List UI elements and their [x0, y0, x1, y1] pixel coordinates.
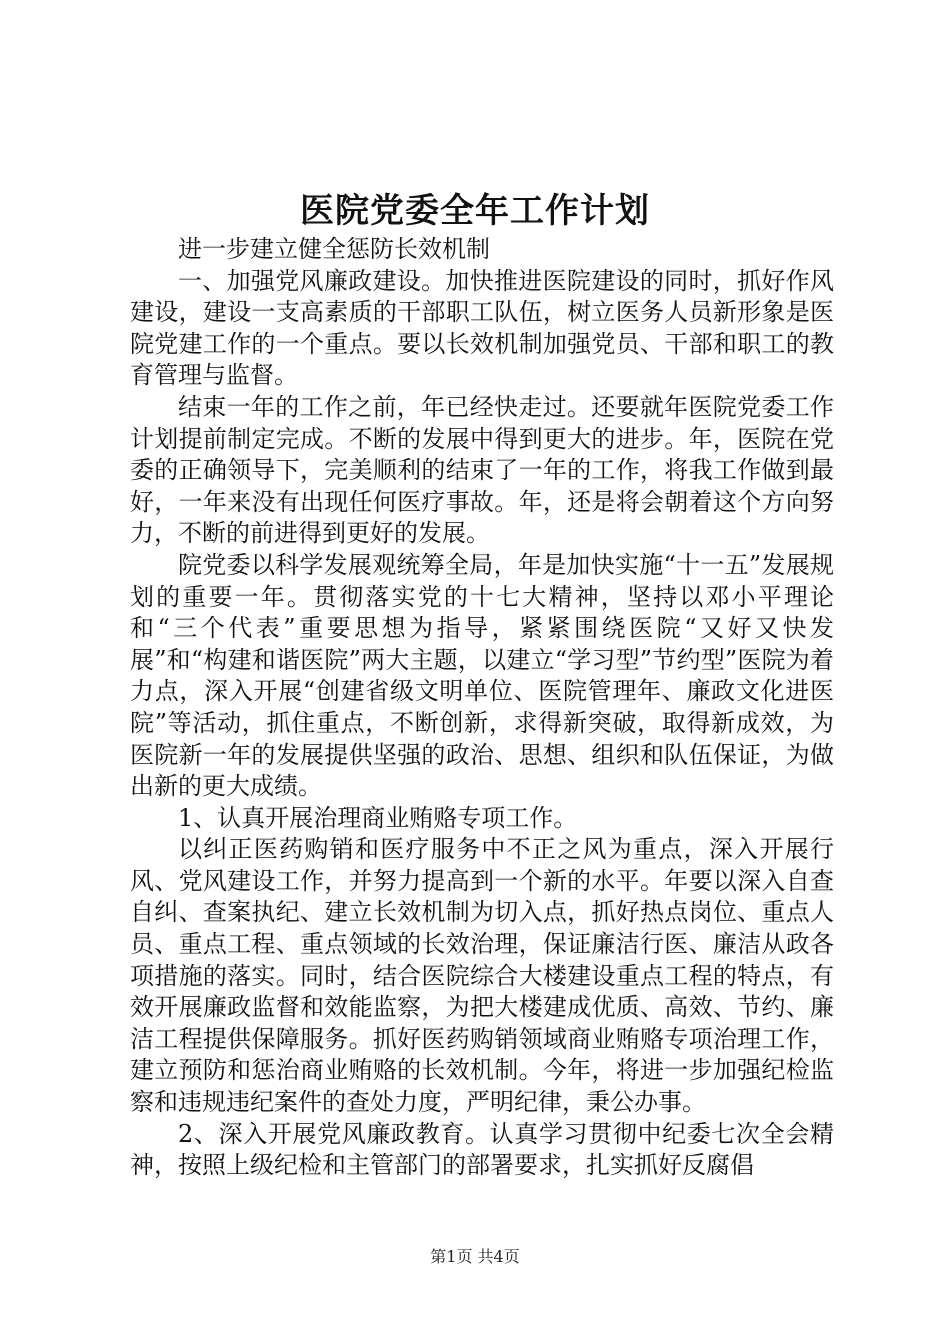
document-title: 医院党委全年工作计划: [300, 191, 650, 231]
document-body: [130, 234, 834, 1182]
paragraph-year-review: 结束一年的工作之前，年已经快走过。还要就年医院党委工作计划提前制定完成。不断的发展中得到更大的进步。年，医院在党委的正确领导下，完美顺利的结束了一年的工作，将我工作做到最好，一年来没有出现任何医疗事故。年，还是将会朝着这个方向努力，不断的前进得到更好的发展。: [130, 392, 834, 548]
page-footer: 第1页 共4页: [430, 1247, 520, 1266]
paragraph-item-one-body: 以纠正医药购销和医疗服务中不正之风为重点，深入开展行风、党风建设工作，并努力提高到一个新的水平。年要以深入自查自纠、查案执纪、建立长效机制为切入点，抓好热点岗位、重点人员、重点工程、重点领域的长效治理，保证廉洁行医、廉洁从政各项措施的落实。同时，结合医院综合大楼建设重点工程的特点，有效开展廉政监督和效能监察，为把大楼建成优质、高效、节约、廉洁工程提供保障服务。抓好医药购销领域商业贿赂专项治理工作，建立预防和惩治商业贿赂的长效机制。今年，将进一步加强纪检监察和违规违纪案件的查处力度，严明纪律，秉公办事。: [130, 835, 834, 1117]
paragraph-overall-plan: 院党委以科学发展观统筹全局，年是加快实施“十一五”发展规划的重要一年。贯彻落实党的十七大精神，坚持以邓小平理论和“三个代表”重要思想为指导，紧紧围绕医院“又好又快发展”和“构建和谐医院”两大主题，以建立“学习型”节约型”医院为着力点，深入开展“创建省级文明单位、医院管理年、廉政文化进医院”等活动，抓住重点，不断创新，求得新突破，取得新成效，为医院新一年的发展提供坚强的政治、思想、组织和队伍保证，为做出新的更大成绩。: [130, 550, 834, 801]
paragraph-item-one-heading: 1、认真开展治理商业贿赂专项工作。: [178, 803, 578, 832]
paragraph-subheading: 进一步建立健全惩防长效机制: [178, 235, 490, 263]
paragraph-item-two: 2、深入开展党风廉政教育。认真学习贯彻中纪委七次全会精神，按照上级纪检和主管部门的部署要求，扎实抓好反腐倡: [130, 1119, 834, 1180]
paragraph-section-one: 一、加强党风廉政建设。加快推进医院建设的同时，抓好作风建设，建设一支高素质的干部职工队伍，树立医务人员新形象是医院党建工作的一个重点。要以长效机制加强党员、干部和职工的教育管理与监督。: [130, 266, 834, 390]
